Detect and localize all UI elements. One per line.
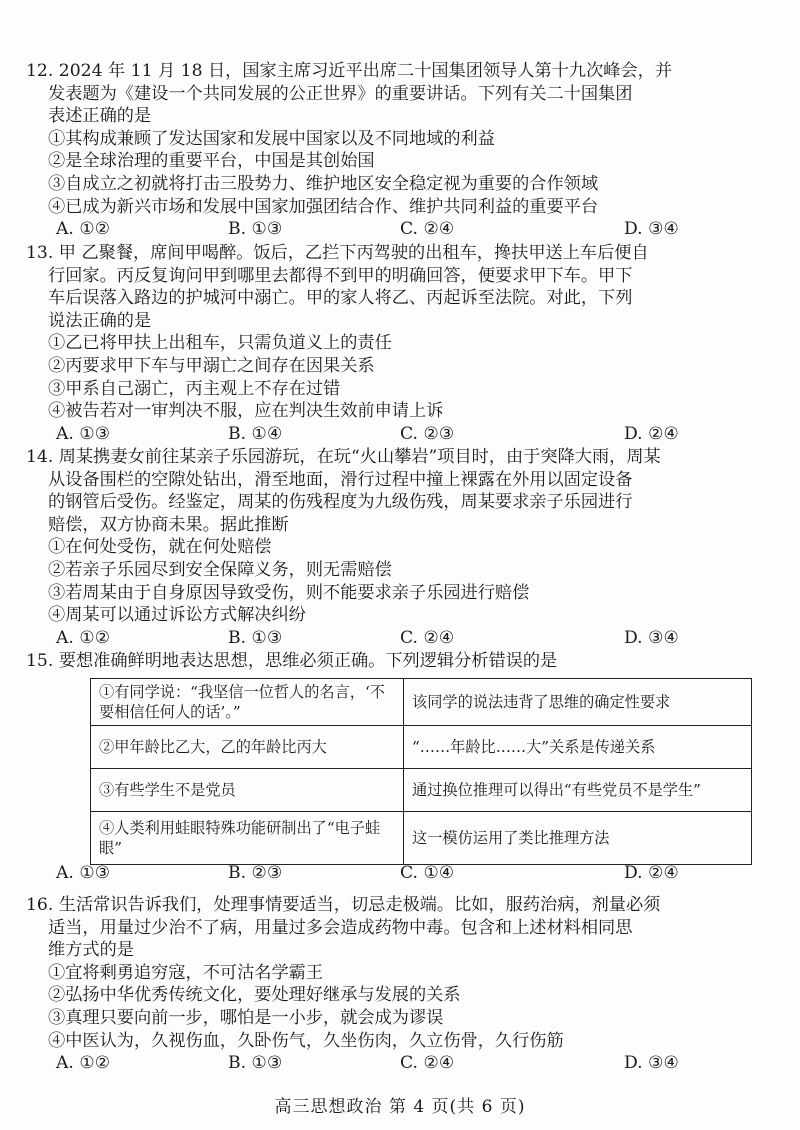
option-b[interactable]: B. ①③ — [228, 219, 283, 240]
q15-logic-table — [90, 678, 752, 865]
q14-statement: ④周某可以通过诉讼方式解决纠纷 — [48, 605, 306, 626]
q14-statement: ③若周某由于自身原因导致受伤，则不能要求亲子乐园进行赔偿 — [48, 582, 530, 603]
option-d[interactable]: D. ③④ — [624, 1053, 679, 1074]
question-16 — [26, 894, 760, 1075]
q12-statement: ②是全球治理的重要平台，中国是其创始国 — [48, 151, 375, 172]
question-12 — [26, 60, 760, 241]
q13-statement: ②丙要求甲下车与甲溺亡之间存在因果关系 — [48, 355, 375, 376]
q12-options — [48, 218, 760, 241]
page-footer: 高三思想政治 第 4 页(共 6 页) — [274, 1097, 526, 1117]
table-row — [91, 769, 752, 812]
option-a[interactable]: A. ①③ — [56, 423, 111, 444]
q14-stem-line: 从设备围栏的空隙处钻出，滑至地面，滑行过程中撞上裸露在外用以固定设备 — [48, 469, 633, 490]
option-a[interactable]: A. ①② — [56, 219, 111, 240]
q12-statement: ③自成立之初就将打击三股势力、维护地区安全稳定视为重要的合作领域 — [48, 173, 599, 194]
q14-stem-line: 赔偿，双方协商未果。据此推断 — [48, 514, 289, 535]
q14-statement: ①在何处受伤，就在何处赔偿 — [48, 537, 272, 558]
option-a[interactable]: A. ①③ — [56, 863, 111, 883]
option-c[interactable]: C. ②④ — [400, 219, 455, 240]
q13-stem-line: 行回家。丙反复询问甲到哪里去都得不到甲的明确回答，便要求甲下车。甲下 — [48, 265, 633, 286]
q16-stem-line: 维方式的是 — [48, 940, 134, 961]
q12-stem-line: 12. 2024 年 11 月 18 日，国家主席习近平出席二十国集团领导人第十九次峰会，并 — [26, 61, 673, 81]
q16-statement: ④中医认为，久视伤血，久卧伤气，久坐伤肉，久立伤骨，久行伤筋 — [48, 1030, 564, 1051]
option-b[interactable]: B. ①③ — [228, 1053, 283, 1074]
table-cell-statement: ③有些学生不是党员 — [91, 769, 404, 812]
q14-stem-line: 14. 周某携妻女前往某亲子乐园游玩，在玩“火山攀岩”项目时，由于突降大雨，周某 — [26, 447, 661, 467]
option-c[interactable]: C. ②④ — [400, 627, 455, 648]
table-cell-analysis: “……年龄比……大”关系是传递关系 — [404, 726, 752, 769]
question-13 — [26, 242, 760, 445]
table-cell-statement: ①有同学说：“我坚信一位哲人的名言，‘不要相信任何人的话’。” — [91, 679, 404, 726]
q13-statement: ④被告若对一审判决不服，应在判决生效前申请上诉 — [48, 401, 444, 422]
table-cell-analysis: 通过换位推理可以得出“有些党员不是学生” — [404, 769, 752, 812]
q13-stem-line: 车后误落入路边的护城河中溺亡。甲的家人将乙、丙起诉至法院。对此，下列 — [48, 288, 633, 309]
q13-options — [48, 423, 760, 446]
table-row — [91, 726, 752, 769]
option-c[interactable]: C. ②④ — [400, 1053, 455, 1074]
q15-options — [48, 862, 760, 885]
q16-statement: ②弘扬中华优秀传统文化，要处理好继承与发展的关系 — [48, 985, 461, 1006]
option-b[interactable]: B. ①④ — [228, 423, 283, 444]
q15-options-wrap — [48, 862, 760, 885]
table-cell-statement: ②甲年龄比乙大，乙的年龄比丙大 — [91, 726, 404, 769]
q12-stem-line: 发表题为《建设一个共同发展的公正世界》的重要讲话。下列有关二十国集团 — [48, 83, 633, 104]
q13-statement: ①乙已将甲扶上出租车，只需负道义上的责任 — [48, 333, 392, 354]
q12-statement: ④已成为新兴市场和发展中国家加强团结合作、维护共同利益的重要平台 — [48, 196, 599, 217]
q13-stem-line: 13. 甲 乙聚餐，席间甲喝醉。饭后，乙拦下丙驾驶的出租车，搀扶甲送上车后便自 — [26, 243, 649, 263]
q16-stem-line: 适当，用量过少治不了病，用量过多会造成药物中毒。包含和上述材料相同思 — [48, 917, 633, 938]
table-cell-analysis: 该同学的说法违背了思维的确定性要求 — [404, 679, 752, 726]
option-b[interactable]: B. ①③ — [228, 627, 283, 648]
q15-stem: 15. 要想准确鲜明地表达思想，思维必须正确。下列逻辑分析错误的是 — [26, 651, 558, 671]
option-d[interactable]: D. ②④ — [624, 423, 679, 444]
q16-options — [48, 1052, 760, 1075]
q16-statement: ①宜将剩勇追穷寇，不可沽名学霸王 — [48, 962, 324, 983]
option-b[interactable]: B. ②③ — [228, 863, 283, 883]
q14-options — [48, 627, 760, 650]
table-row — [91, 812, 752, 865]
option-a[interactable]: A. ①② — [56, 1053, 111, 1074]
question-14 — [26, 446, 760, 649]
option-a[interactable]: A. ①② — [56, 627, 111, 648]
q12-stem-line: 表述正确的是 — [48, 106, 152, 127]
q14-stem-line: 的钢管后受伤。经鉴定，周某的伤残程度为九级伤残，周某要求亲子乐园进行 — [48, 492, 633, 513]
q16-stem-line: 16. 生活常识告诉我们，处理事情要适当，切忌走极端。比如，服药治病，剂量必须 — [26, 895, 661, 915]
option-d[interactable]: D. ③④ — [624, 219, 679, 240]
table-row — [91, 679, 752, 726]
question-15 — [26, 650, 760, 673]
option-d[interactable]: D. ②④ — [624, 863, 679, 883]
option-c[interactable]: C. ②③ — [400, 423, 455, 444]
q13-stem-line: 说法正确的是 — [48, 310, 152, 331]
table-cell-statement: ④人类利用蛙眼特殊功能研制出了“电子蛙眼” — [91, 812, 404, 865]
q12-statement: ①其构成兼顾了发达国家和发展中国家以及不同地域的利益 — [48, 128, 495, 149]
q16-statement: ③真理只要向前一步，哪怕是一小步，就会成为谬误 — [48, 1007, 444, 1028]
q14-statement: ②若亲子乐园尽到安全保障义务，则无需赔偿 — [48, 559, 392, 580]
table-cell-analysis: 这一模仿运用了类比推理方法 — [404, 812, 752, 865]
option-d[interactable]: D. ③④ — [624, 627, 679, 648]
option-c[interactable]: C. ①④ — [400, 863, 455, 883]
q13-statement: ③甲系自己溺亡，丙主观上不存在过错 — [48, 378, 341, 399]
